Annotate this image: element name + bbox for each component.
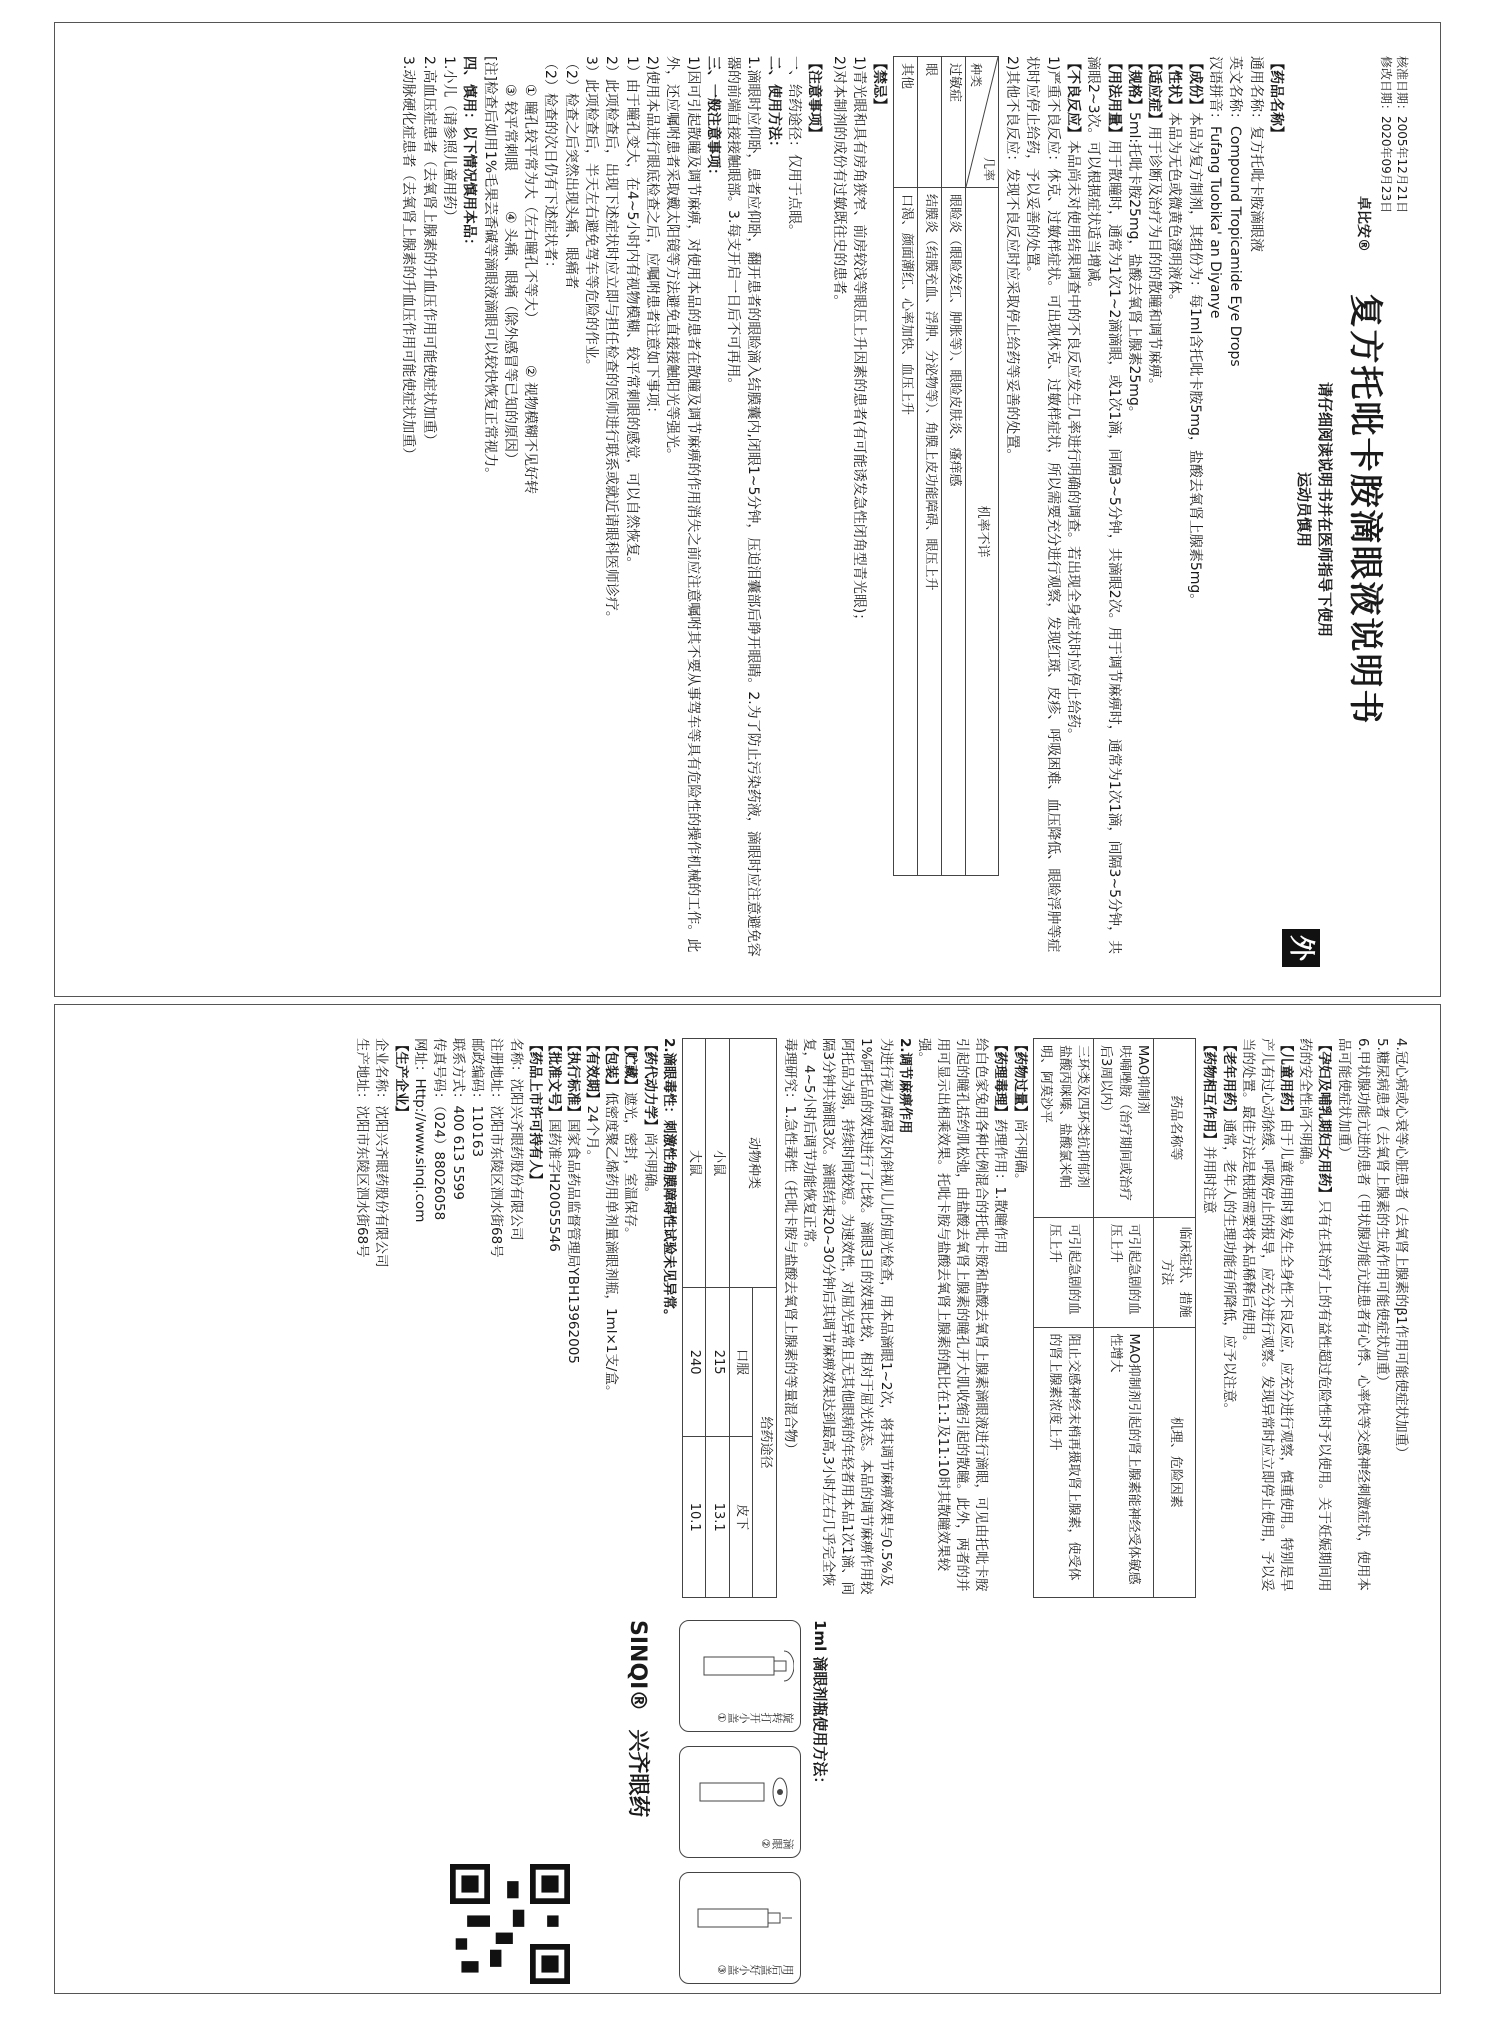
document-subtitle: 请仔细阅读说明书并在医师指导下使用 bbox=[1316, 381, 1335, 637]
section-line: 英文名称：Compound Tropicamide Eye Drops bbox=[1227, 56, 1244, 367]
table-row: MAO抑制剂 呋喃唑胺（治疗期间或治疗后3周以内） 可引起急剧的血压上升 MAO抑制剂引起的肾上腺素能神经受体敏感性增大 bbox=[1094, 1039, 1154, 1598]
section-line: 【不良反应】本品尚未对使用结果调查中的不良反应发生几率进行明确的调查。若出现全身症状时应停止给药。 bbox=[1064, 56, 1081, 742]
table-row: 小鼠 215 13.1 bbox=[706, 1039, 729, 1598]
section-line: 【成份】本品为复方制剂，其组份为：每1ml含托吡卡胺5mg，盐酸去氧肾上腺素5mg。 bbox=[1186, 56, 1203, 608]
external-use-mark: 外 bbox=[1282, 929, 1320, 967]
section-line: 汉语拼音：Fufang Tuobika' an Diyanye bbox=[1207, 56, 1224, 319]
document-subtitle-2: 运动员慎用 bbox=[1294, 471, 1313, 547]
section-line: 通用名称：复方托吡卡胺滴眼液 bbox=[1247, 56, 1264, 252]
table-header-cell: 机率不详 bbox=[965, 188, 998, 876]
eye-drop-icon bbox=[684, 1757, 794, 1827]
table-row: 眼 结膜炎（结膜充血、浮肿、分泌物等）、角膜上皮功能障碍、眼压上升 bbox=[918, 57, 942, 876]
bottom-rotated-content bbox=[54, 1004, 1440, 1994]
qr-code-icon bbox=[450, 1864, 570, 1984]
section-line: 2)其他不良反应：发现不良反应时应采取停止给药等妥善的处置。 bbox=[1004, 56, 1021, 463]
interaction-table: 药品名称等 临床症状、措施方法 机理、危险因素 MAO抑制剂 呋喃唑胺（治疗期间或治疗后3周以内） 可引起急剧的血压上升 MAO抑制剂引起的肾上腺素能神经受体敏感性增大 三环类及四环类抗抑郁剂 盐酸丙咪嗪、盐酸氯米帕明、阿莫沙平 可引起急剧的血压上升 阻止交感神经末梢再摄取肾上腺素，使受体的肾上腺素浓度上升 bbox=[1033, 1038, 1197, 1598]
section-line: 【适应症】用于诊断及治疗为目的的散瞳和调节麻痹。 bbox=[1146, 56, 1163, 392]
usage-title: 1ml 滴眼剂瓶使用方法： bbox=[811, 1620, 829, 1792]
approval-date: 核准日期：2005年12月21日 bbox=[1395, 56, 1409, 214]
revision-date: 修改日期：2020年09月23日 bbox=[1378, 56, 1393, 214]
bottom-left-column: 4.冠心病或心衰等心脏患者（去氧肾上腺素的β1作用可能使症状加重） 5.糖尿病患者（去氧肾上腺素的生成作用可能使症状加重） 6.甲状腺功能亢进的患者（甲状腺功能亢进患者有心悸、心率快等交感神经刺激症状，使用本品可能使症状加重） 【孕妇及哺乳期妇女用药】只有在其治疗上的有益性超过危险性时予以使用。关于妊娠期间用药的安全性尚不明确。 【儿童用药】由于儿童使用时易发生全身性不良反应，应充分进行观察，慎重使用。特别是早产儿有过心动徐缓、呼吸停止的报导，应充分进行观察。发现异常时应立即停止使用，予以妥当的处置。最佳方法是根据需要将本品稀释后使用。 【老年用药】通常，老年人的生理功能有所降低，应予以注意。 【药物相互作用】并用时注意 药品名称等 临床症状、措施方法 机理、危险因素 MAO抑制剂 呋喃唑胺（治疗期间或治疗后3周以内） 可引起急剧的血压上升 MAO抑制剂引起的肾上腺素能神经受体敏感性增大 三环类及四环类抗抑郁剂 盐酸丙咪嗪、盐酸氯米帕明、阿莫沙平 可引起急剧的血压上升 阻止交感神经末梢再摄取肾上腺素，使受体的肾上腺素浓度上升 【药物过量】尚不明确。 【药理毒理】药理作用：1.散瞳作用 给白色家兔用各种比例混合的托吡卡胺和盐酸去氧肾上腺素滴眼液进行滴眼，可见由托吡卡胺引起的瞳孔括约肌松弛，由盐酸去氧肾上腺素的瞳孔开大肌收缩引起的散瞳。此外，两者的并用可显示出相乘效果。托吡卡胺与盐酸去氧肾上腺素的配比在1:1及11:10时其散瞳效果较强。 2.调节麻痹作用 为进行视力障碍及内斜视儿儿的屈光检查，用本品滴眼1~2次，将其调节麻痹效果与0.5%及1%阿托品的效果进行了比较。滴眼3日的效果比较，相对于屈光状态。本品的调节麻痹作用较阿托品为弱，持续时间较短。为速效性，对屈光异常且无其他眼病的年轻者用本品1次1滴、间隔3分钟共滴眼3次。滴眼结束20~30分钟后其调节麻痹效果达到最高,3小时左右几乎完全恢复，4~5小时后调节功能恢复正常。 毒理研究：1.急性毒性（托吡卡胺与盐酸去氧肾上腺素的等量混合物） 动物种类 给药途径 口服 皮下 小鼠 215 13.1 大鼠 240 10.1 2.滴眼毒性：刺激性角膜障碍性试验未见异常。 【药代动力学】尚不明确。 【贮藏】遮光，密封，室温保存。 【包装】低密度聚乙烯药用单剂量滴眼剂瓶，1ml×1支/盒。 【有效期】24个月。 【执行标准】国家食品药品监督管理局YBH13962005 【批准文号】国药准字H20055546 【药品上市许可持有人】 名称：沈阳兴齐眼药股份有限公司 注册地址：沈阳市东陵区泗水街68号 邮政编码：110163 联系方式：400 613 5599 传真号码：（024）88026058 网址：Http://www.sinqi.com 【生产企业】 企业名称：沈阳兴齐眼药股份有限公司 生产地址：沈阳市东陵区泗水街68号 bbox=[352, 1038, 1410, 1598]
section-line: 【规格】5ml:托吡卡胺25mg，盐酸去氧肾上腺素25mg。 bbox=[1125, 56, 1142, 420]
brand-logos bbox=[621, 1620, 652, 1984]
toxicity-table: 动物种类 给药途径 口服 皮下 小鼠 215 13.1 大鼠 240 10.1 bbox=[682, 1038, 777, 1598]
table-row: 过敏症 眼睑炎（眼睑发红、肿胀等）、眼睑皮肤炎、瘙痒感 bbox=[941, 57, 965, 876]
cap-icon bbox=[684, 1883, 794, 1953]
section-line: 【性状】本品为无色或微黄色澄明液体。 bbox=[1166, 56, 1183, 308]
sinqi-logo-cn: 兴齐眼药 bbox=[624, 1729, 650, 1818]
top-rotated-content bbox=[54, 22, 1440, 997]
section-line: 【药品名称】 bbox=[1267, 56, 1284, 140]
taboo-block: 【禁忌】 1)青光眼和具有房角狭窄、前房较浅等眼压上升因素的患者(有可能诱发急性闭角型青光眼)； 2)对本制剂的成份有过敏既往史的患者。 bbox=[830, 56, 888, 628]
step-open-cap: 旋转打开小盖① bbox=[679, 1620, 801, 1732]
section-line: 【用法用量】用于散瞳时，通常为1次1~2滴滴眼，或1次1滴，间隔3~5分钟，共滴眼2次。用于调节麻痹时，通常为1次1滴，间隔3~5分钟，共滴眼2~3次。可以根据症状适当增减。 bbox=[1085, 56, 1122, 955]
table-row: 其他 口渴、颜面潮红、心率加快、血压上升 bbox=[894, 57, 918, 876]
document-title: 复方托吡卡胺滴眼液说明书 bbox=[1344, 293, 1385, 726]
table-diagonal-header: 几率 种类 bbox=[965, 57, 998, 188]
sinqi-logo-en: SINQI® bbox=[624, 1620, 650, 1712]
usage-steps bbox=[679, 1620, 801, 1984]
bottle-icon bbox=[684, 1631, 794, 1701]
step-close-cap: 用后盖好小盖③ bbox=[679, 1872, 801, 1984]
table-row: 大鼠 240 10.1 bbox=[682, 1039, 705, 1598]
adverse-reaction-table bbox=[893, 56, 999, 876]
notes-block: 【注意事项】 一、给药途径：仅用于点眼。 二、使用方法： 1.滴眼时应仰卧，患者应仰卧，翻开患者的眼睑滴入结膜囊内,闭眼1~5分钟，压迫泪囊部后睁开眼睛。2.为了防止污染药液，滴眼时应注意避免容器的前端直接接触眼部。3.每支开启一日后不可再用。 三、一般注意事项： 1)因可引起散瞳及调节麻痹，对使用本品的患者在散瞳及调节麻痹的作用消失之前应注意嘱咐其不要从事驾车等具有危险性的操作机械的工作。此外，还应嘱咐患者采取戴太阳镜等方法避免直接接触阳光等强光。 2)使用本品进行眼底检查之后，应嘱咐患者注意如下事项： 1）由于瞳孔变大，在4~5小时内有视物模糊、较平常刺眼的感觉，可以自然恢复。 2）此项检查后，出现下述症状时应立即与担任检查的医师进行联系或就近请眼科医师诊疗。 3）此项检查后，半天左右避免驾车等危险的作业。 （2）检查之后突然出现头痛、眼痛者 （2）检查的次日仍有下述症状者： ① 瞳孔较平常为大（左右瞳孔不等大） ② 视物模糊不见好转 ③ 较平常刺眼 ④ 头痛、眼痛（除外感冒等已知的原因） [注]检查后如用1%毛果芸香碱等滴眼液滴眼可以较快恢复正常视力。 四、慎用：以下情况慎用本品： 1.小儿（请参照儿童用药） 2.高血压症患者（去氧肾上腺素的升血压作用可能使症状加重） 3.动脉硬化症患者（去氧肾上腺素的升血压作用可能使症状加重） bbox=[400, 56, 823, 957]
section-line: 1)严重不良反应：休克、过敏样症状。可出现休克、过敏样症状，所以需要充分进行观察，发现红斑、皮疹、呼吸困难、血压降低、眼睑浮肿等症状时应停止给药，予以妥善的处置。 bbox=[1024, 56, 1061, 953]
bottom-right-column bbox=[352, 1620, 1410, 1984]
table-row: 三环类及四环类抗抑郁剂 盐酸丙咪嗪、盐酸氯米帕明、阿莫沙平 可引起急剧的血压上升 阻止交感神经末梢再摄取肾上腺素，使受体的肾上腺素浓度上升 bbox=[1033, 1039, 1093, 1598]
sections-block bbox=[1002, 56, 1286, 963]
step-drop-eye: 滴眼② bbox=[679, 1746, 801, 1858]
brand-name: 卓比安® bbox=[1354, 196, 1371, 252]
